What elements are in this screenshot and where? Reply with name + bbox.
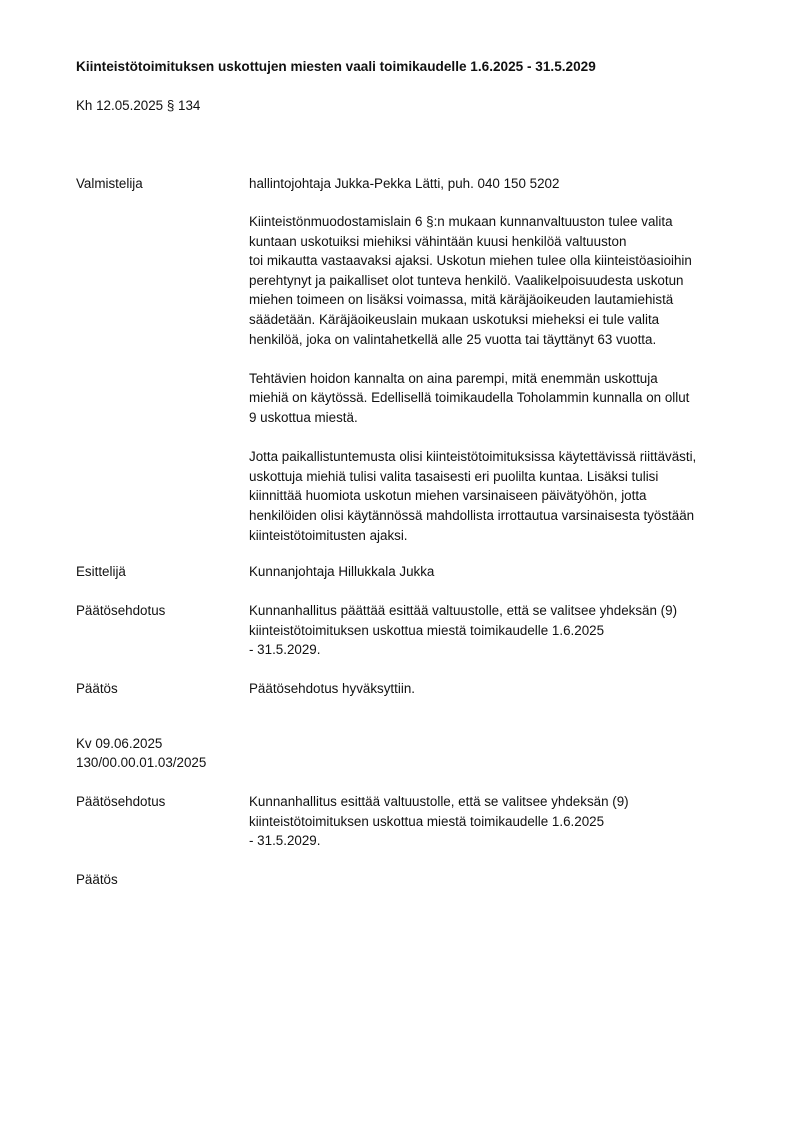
text-line: - 31.5.2029.: [249, 642, 321, 658]
esittelija-value: Kunnanjohtaja Hillukkala Jukka: [249, 564, 435, 579]
text-line: kuntaan uskotuiksi miehiksi vähintään kuusi henkilöä valtuuston: [249, 233, 627, 249]
kv-reference-number: 130/00.00.01.03/2025: [76, 755, 207, 770]
text-line: kiinteistötoimituksen uskottua miestä toimikaudelle 1.6.2025: [249, 813, 605, 829]
text-line: kiinteistötoimitusten ajaksi.: [249, 527, 408, 543]
text-line: henkilöä, joka on valintahetkellä alle 25 vuotta tai täyttänyt 63 vuotta.: [249, 331, 657, 347]
text-line: miehiä on käytössä. Edellisellä toimikaudella Toholammin kunnalla on ollut: [249, 390, 690, 406]
valmistelija-label: Valmistelija: [76, 176, 143, 191]
text-line: henkilöiden olisi käytännössä mahdollista irrottautua varsinaisesta työstään: [249, 507, 695, 523]
text-line: säädetään. Käräjäoikeuslain mukaan uskotuksi mieheksi ei tule valita: [249, 311, 660, 327]
valmistelija-value: hallintojohtaja Jukka-Pekka Lätti, puh. 040 150 5202: [249, 176, 560, 191]
kh-paatos-value: Päätösehdotus hyväksyttiin.: [249, 681, 415, 696]
text-line: kiinnittää huomiota uskotun miehen varsinaiseen päivätyöhön, jotta: [249, 488, 647, 504]
text-line: 9 uskottua miestä.: [249, 409, 358, 425]
text-line: - 31.5.2029.: [249, 833, 321, 849]
document-title: Kiinteistötoimituksen uskottujen miesten vaali toimikaudelle 1.6.2025 - 31.5.2029: [76, 59, 596, 74]
kh-reference: Kh 12.05.2025 § 134: [76, 98, 201, 113]
text-line: Kunnanhallitus päättää esittää valtuustolle, että se valitsee yhdeksän (9): [249, 603, 678, 618]
text-line: perehtynyt ja paikalliset olot tunteva henkilö. Vaalikelpoisuudesta uskotun: [249, 272, 684, 288]
body-paragraph-2: [249, 369, 749, 428]
text-line: Kunnanhallitus esittää valtuustolle, että se valitsee yhdeksän (9): [249, 794, 629, 809]
text-line: kiinteistötoimituksen uskottua miestä toimikaudelle 1.6.2025: [249, 622, 605, 638]
body-paragraph-3: [249, 447, 749, 545]
kh-paatos-label: Päätös: [76, 681, 118, 696]
body-paragraph-1: [249, 212, 749, 349]
kv-reference-date: Kv 09.06.2025: [76, 736, 163, 751]
text-line: Tehtävien hoidon kannalta on aina parempi, mitä enemmän uskottuja: [249, 370, 658, 386]
text-line: uskottuja miehiä tulisi valita tasaisesti eri puolilta kuntaa. Lisäksi tulisi: [249, 468, 659, 484]
kv-paatosehdotus-label: Päätösehdotus: [76, 794, 166, 809]
kh-paatosehdotus-label: Päätösehdotus: [76, 603, 166, 618]
text-line: Jotta paikallistuntemusta olisi kiinteistötoimituksissa käytettävissä riittävästi,: [249, 449, 697, 465]
kv-paatosehdotus-text: [249, 792, 749, 851]
body-text: [249, 212, 749, 545]
text-line: toi mikautta vastaavaksi ajaksi. Uskotun miehen tulee olla kiinteistöasioihin: [249, 253, 692, 269]
kv-paatos-label: Päätös: [76, 872, 118, 887]
text-line: Kiinteistönmuodostamislain 6 §:n mukaan kunnanvaltuuston tulee valita: [249, 214, 673, 229]
esittelija-label: Esittelijä: [76, 564, 126, 579]
text-line: miehen toimeen on lisäksi voimassa, mitä käräjäoikeuden lautamiehistä: [249, 292, 674, 308]
kh-paatosehdotus-text: [249, 601, 749, 660]
